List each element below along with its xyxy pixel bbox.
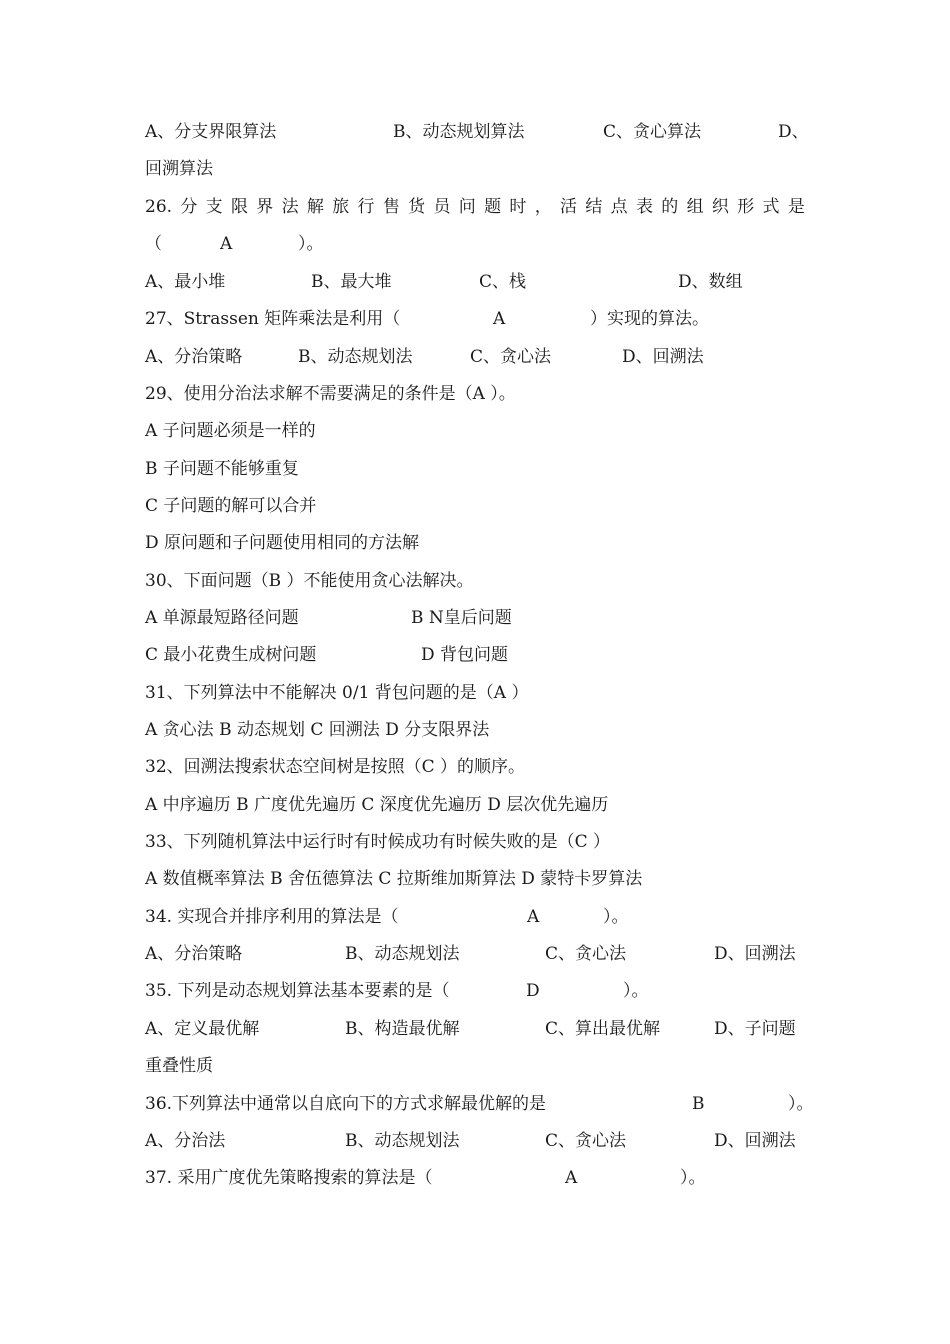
q29-option-d: D 原问题和子问题使用相同的方法解 <box>145 533 420 553</box>
q30-option-a: A 单源最短路径问题 <box>145 608 299 628</box>
q27-tail: ）实现的算法。 <box>590 309 709 329</box>
q26-option-b: B、最大堆 <box>311 272 392 292</box>
q26-paren-open: （ <box>145 234 162 254</box>
q36-option-c: C、贪心法 <box>545 1131 627 1151</box>
q30-option-c: C 最小花费生成树问题 <box>145 645 317 665</box>
q29-option-b: B 子问题不能够重复 <box>145 459 299 479</box>
q34-tail: ）。 <box>603 907 629 927</box>
q27-answer: A <box>493 309 506 329</box>
q27-option-b: B、动态规划法 <box>298 347 413 367</box>
q26-answer: A <box>220 234 233 254</box>
q35-stem: 35. 下列是动态规划算法基本要素的是（ <box>145 981 450 1001</box>
q31-options: A 贪心法 B 动态规划 C 回溯法 D 分支限界法 <box>145 720 490 740</box>
q35-tail: ）。 <box>623 981 649 1001</box>
q34-option-d: D、回溯法 <box>714 944 796 964</box>
q30-stem: 30、下面问题（B ）不能使用贪心法解决。 <box>145 571 474 591</box>
q29-stem: 29、使用分治法求解不需要满足的条件是（A ）。 <box>145 384 516 404</box>
q34-answer: A <box>527 907 540 927</box>
q25-option-b: B、动态规划算法 <box>393 122 525 142</box>
q30-option-d: D 背包问题 <box>421 645 509 665</box>
q34-option-b: B、动态规划法 <box>345 944 460 964</box>
q35-option-d: D、子问题 <box>714 1019 796 1039</box>
q36-tail: ）。 <box>788 1094 814 1114</box>
q35-continuation: 重叠性质 <box>145 1056 213 1076</box>
q25-continuation: 回溯算法 <box>145 159 213 179</box>
q26-paren-close: ）。 <box>298 234 324 254</box>
q32-options: A 中序遍历 B 广度优先遍历 C 深度优先遍历 D 层次优先遍历 <box>145 795 609 815</box>
q29-option-c: C 子问题的解可以合并 <box>145 496 317 516</box>
q36-stem: 36.下列算法中通常以自底向下的方式求解最优解的是 <box>145 1094 547 1114</box>
q36-answer: B <box>692 1094 705 1114</box>
q37-stem: 37. 采用广度优先策略搜索的算法是（ <box>145 1168 433 1188</box>
q34-option-c: C、贪心法 <box>545 944 627 964</box>
q34-stem: 34. 实现合并排序利用的算法是（ <box>145 907 399 927</box>
q34-option-a: A、分治策略 <box>145 944 243 964</box>
q27-stem: 27、Strassen 矩阵乘法是利用（ <box>145 309 401 329</box>
q26-option-d: D、数组 <box>678 272 743 292</box>
q35-option-a: A、定义最优解 <box>145 1019 260 1039</box>
q33-options: A 数值概率算法 B 舍伍德算法 C 拉斯维加斯算法 D 蒙特卡罗算法 <box>145 869 643 889</box>
q25-option-a: A、分支界限算法 <box>145 122 277 142</box>
q27-option-a: A、分治策略 <box>145 347 243 367</box>
q31-stem: 31、下列算法中不能解决 0/1 背包问题的是（A ） <box>145 683 529 703</box>
q25-option-d: D、 <box>778 122 809 142</box>
q36-option-b: B、动态规划法 <box>345 1131 460 1151</box>
q37-answer: A <box>565 1168 578 1188</box>
q36-option-a: A、分治法 <box>145 1131 226 1151</box>
q30-option-b: B N皇后问题 <box>411 608 512 628</box>
q26-option-a: A、最小堆 <box>145 272 226 292</box>
q27-option-c: C、贪心法 <box>470 347 552 367</box>
q32-stem: 32、回溯法搜索状态空间树是按照（C ）的顺序。 <box>145 757 526 777</box>
q33-stem: 33、下列随机算法中运行时有时候成功有时候失败的是（C ） <box>145 832 611 852</box>
q35-option-b: B、构造最优解 <box>345 1019 460 1039</box>
q27-option-d: D、回溯法 <box>622 347 704 367</box>
q37-tail: ）。 <box>680 1168 706 1188</box>
q29-option-a: A 子问题必须是一样的 <box>145 421 316 441</box>
q25-option-c: C、贪心算法 <box>603 122 702 142</box>
q36-option-d: D、回溯法 <box>714 1131 796 1151</box>
q26-stem: 26. 分 支 限 界 法 解 旅 行 售 货 员 问 题 时 ， 活 结 点 表 的 组 织 形 式 是 <box>145 197 805 217</box>
q35-option-c: C、算出最优解 <box>545 1019 661 1039</box>
q35-answer: D <box>526 981 540 1001</box>
q26-option-c: C、栈 <box>479 272 527 292</box>
